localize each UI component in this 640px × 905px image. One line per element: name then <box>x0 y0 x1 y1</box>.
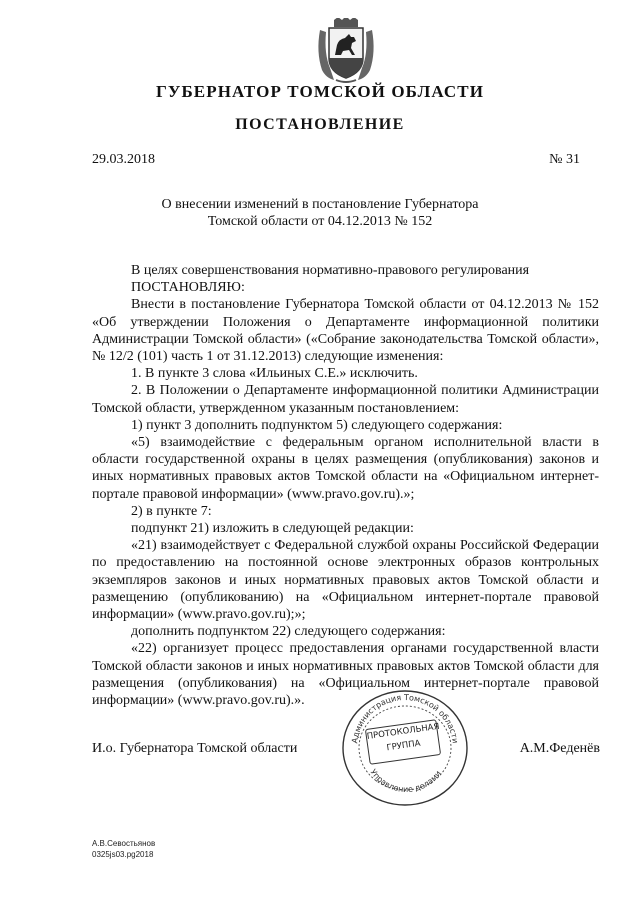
stamp-line: ПРОТОКОЛЬНАЯ <box>366 721 441 742</box>
body-paragraph: 2) в пункте 7: <box>131 503 212 519</box>
document-date: 29.03.2018 <box>92 152 155 167</box>
body-paragraph: В целях совершенствования нормативно-правового регулирования <box>131 263 530 278</box>
body-paragraph: «5) взаимодействие с федеральным органом исполнительной власти в области государственной охраны в целях размещения (опубликования) законов и иных нормативных правовых актов Томской области на «Официальном интернет-портале правовой информации» (www.pravo.gov.ru).»; <box>92 435 599 502</box>
body-paragraph: Внести в постановление Губернатора Томской области от 04.12.2013 № 152 «Об утверждении Положения о Департаменте информационной политики Администрации Томской области» («Собрание законодательства Томской области», № 12/2 (101) часть 1 от 31.12.2013) следующие изменения: <box>92 297 599 365</box>
document-footer <box>92 838 155 860</box>
file-code: 0325js03.pg2018 <box>92 850 154 859</box>
signatory-position: И.о. Губернатора Томской области <box>92 741 298 756</box>
body-paragraph: ПОСТАНОВЛЯЮ: <box>131 280 245 296</box>
author-name: А.В.Севостьянов <box>92 839 156 848</box>
issuer-title: ГУБЕРНАТОР ТОМСКОЙ ОБЛАСТИ <box>155 82 485 101</box>
stamp-bottom-text: Управление делами <box>368 767 443 794</box>
official-stamp <box>337 684 473 808</box>
signatory-name: А.М.Феденёв <box>519 741 600 756</box>
document-type: ПОСТАНОВЛЕНИЕ <box>235 116 405 133</box>
svg-text:Управление делами <box>368 768 442 794</box>
subject-line: Томской области от 04.12.2013 № 152 <box>207 214 433 229</box>
document-body <box>92 262 599 709</box>
body-paragraph: подпункт 21) изложить в следующей редакции: <box>131 521 414 537</box>
body-paragraph: 2. В Положении о Департаменте информационной политики Администрации Томской области, утвержденном указанным постановлением: <box>92 383 599 416</box>
document-number: № 31 <box>549 152 580 167</box>
body-paragraph: 1. В пункте 3 слова «Ильиных С.Е.» исключить. <box>131 366 418 382</box>
stamp-line: ГРУППА <box>385 738 422 754</box>
coat-of-arms-icon <box>316 18 376 84</box>
body-paragraph: 1) пункт 3 дополнить подпунктом 5) следующего содержания: <box>131 417 503 433</box>
stamp-top-text: Администрация Томской области <box>350 692 460 744</box>
body-paragraph: дополнить подпунктом 22) следующего содержания: <box>131 624 446 640</box>
subject-line: О внесении изменений в постановление Губернатора <box>161 197 479 212</box>
document-subject <box>0 196 640 230</box>
body-paragraph: «21) взаимодействует с Федеральной службой охраны Российской Федерации по предоставлению на постоянной основе электронных образов контрольных экземпляров законов и иных нормативных правовых актов Томской области и размещению (опубликованию) на «Официальном интернет-портале правовой информации» (www.pravo.gov.ru);»; <box>92 538 599 623</box>
body-paragraph: «22) организует процесс предоставления органами государственной власти Томской области законов и иных нормативных правовых актов Томской области для размещения (опубликования) на «Официальном интернет-портале правовой информации» (www.pravo.gov.ru).». <box>92 641 599 709</box>
